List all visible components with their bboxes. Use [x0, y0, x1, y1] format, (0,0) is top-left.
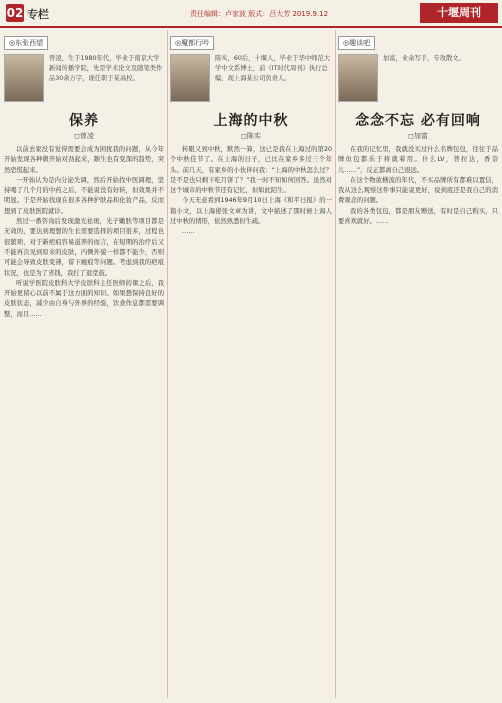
article-byline: ◻陈实 — [241, 132, 261, 140]
header-rule — [0, 26, 502, 28]
column-tag: ◎趣谈吧 — [338, 36, 375, 50]
article-title: 保养 — [69, 113, 99, 129]
paragraph: 今天无意看到1946年9月10日上海《和平日报》的一篇小文，以上海佬张文章为讲，文中描述了那时候上海人过中秋的情形，依然熟悉但生疏。 — [170, 197, 332, 226]
article-title: 念念不忘 必有回响 — [355, 113, 481, 129]
paragraph: 转眼又到中秋，默然一算，这已是我在上海过的第20个中秋佳节了。在上海的日子，已比在家乡多过三个年头。前几天，有家乡的小伙伴问我：“上海的中秋怎么过？是不是也只剩下吃月饼了？”我一时不知如何回答。虽然对这个城市的中秋节还有记忆，但如此陌生。 — [170, 146, 332, 195]
article-body — [338, 145, 498, 227]
paragraph: 我的各类包包，都是朋友赠送，有时是自己购买，只要喜欢就好。…… — [338, 207, 498, 226]
author-photo — [338, 54, 378, 102]
paragraph: 一开始认为是内分泌失调，然后开始找中医调理，坚持喝了几个月的中药之后，不能说没有好转，但效果并不明显。于是开始找现在很多各种护肤品和化妆产品，反而想到了皮肤医院就诊。 — [4, 176, 164, 215]
author-bio — [338, 54, 498, 102]
page-number: 02 — [6, 6, 24, 20]
author-bio — [170, 54, 332, 102]
editor-line: 责任编辑：卢家波 版式：吕大芳 2019.9.12 — [190, 10, 329, 18]
bio-text: 曾凌，生于1980年代，毕业于南京大学新闻传播学院，先是学术论文及随笔类作品30余万字，现任职于某高校。 — [49, 55, 163, 82]
article-title: 上海的中秋 — [213, 113, 289, 129]
author-photo — [4, 54, 44, 102]
author-bio — [4, 54, 164, 102]
paragraph: 在我的记忆里，我就没买过什么名牌包包，往往于品牌但包都乐于将就着用。什么LV，普拉达，香奈儿……”，反正都离自己很远。 — [338, 146, 498, 174]
paragraph: 然过一番咨询后发现激光祛斑，光子嫩肤等项目都是无效的，要达到理想的生长需要选择的项目很多，过程也很繁琐，对于新疤痕容易滋养的而言，在短期的治疗后又不能再次见到原来的皮肤，内侧外貌一样都不能少，否则可能会导致皮肤变薄，留下瘢痕等问题。考虑到我的疤痕状况，也是为了省钱，我打了退堂鼓。 — [4, 218, 164, 277]
column-divider — [335, 30, 336, 698]
article-byline: ◻加富 — [408, 132, 428, 140]
article-heading — [4, 110, 164, 141]
column-left — [4, 30, 164, 698]
article-body — [170, 145, 332, 238]
article-heading — [338, 110, 498, 141]
bio-text: 加富，业余写手，专攻散文。 — [383, 55, 465, 62]
section-name: 专栏 — [27, 8, 49, 21]
paragraph: …… — [182, 228, 195, 236]
paragraph: 听说学医院皮肤科大学皮肤科主任医师的课之后，我开始更留心以前不属于这方面的知识。如果想保持良好的皮肤状态，减少由自身与外界的经验，饮食作息都需要调整，而且…… — [4, 279, 164, 318]
article-heading — [170, 110, 332, 141]
newspaper-brand: 十堰周刊 — [420, 3, 498, 23]
column-right — [338, 30, 498, 698]
article-body — [4, 145, 164, 320]
page-header — [0, 0, 502, 26]
column-divider — [167, 30, 168, 698]
paragraph: 以前去家没有觉得需要会成为困扰我的问题，从今年开始发现各种微开始对劲起来，颇生也有变深的趋势，突然恐慌起来。 — [4, 146, 164, 174]
author-photo — [170, 54, 210, 102]
column-tag: ◎东张西望 — [4, 36, 48, 50]
article-byline: ◻曾凌 — [74, 132, 94, 140]
column-middle — [170, 30, 332, 698]
column-tag: ◎魔都行吟 — [170, 36, 214, 50]
bio-text: 陈实，60后，十堰人，毕业于华中师范大学中文系博士，前《IT时代周刊》执行总编，现上海某公司负责人。 — [215, 55, 331, 82]
paragraph: 在这个物欲横流的年代，不买品牌所有都难以置信，我从这么观察这件事只能说更好，说到底还是我自己的消费观念的问题。 — [338, 176, 498, 205]
